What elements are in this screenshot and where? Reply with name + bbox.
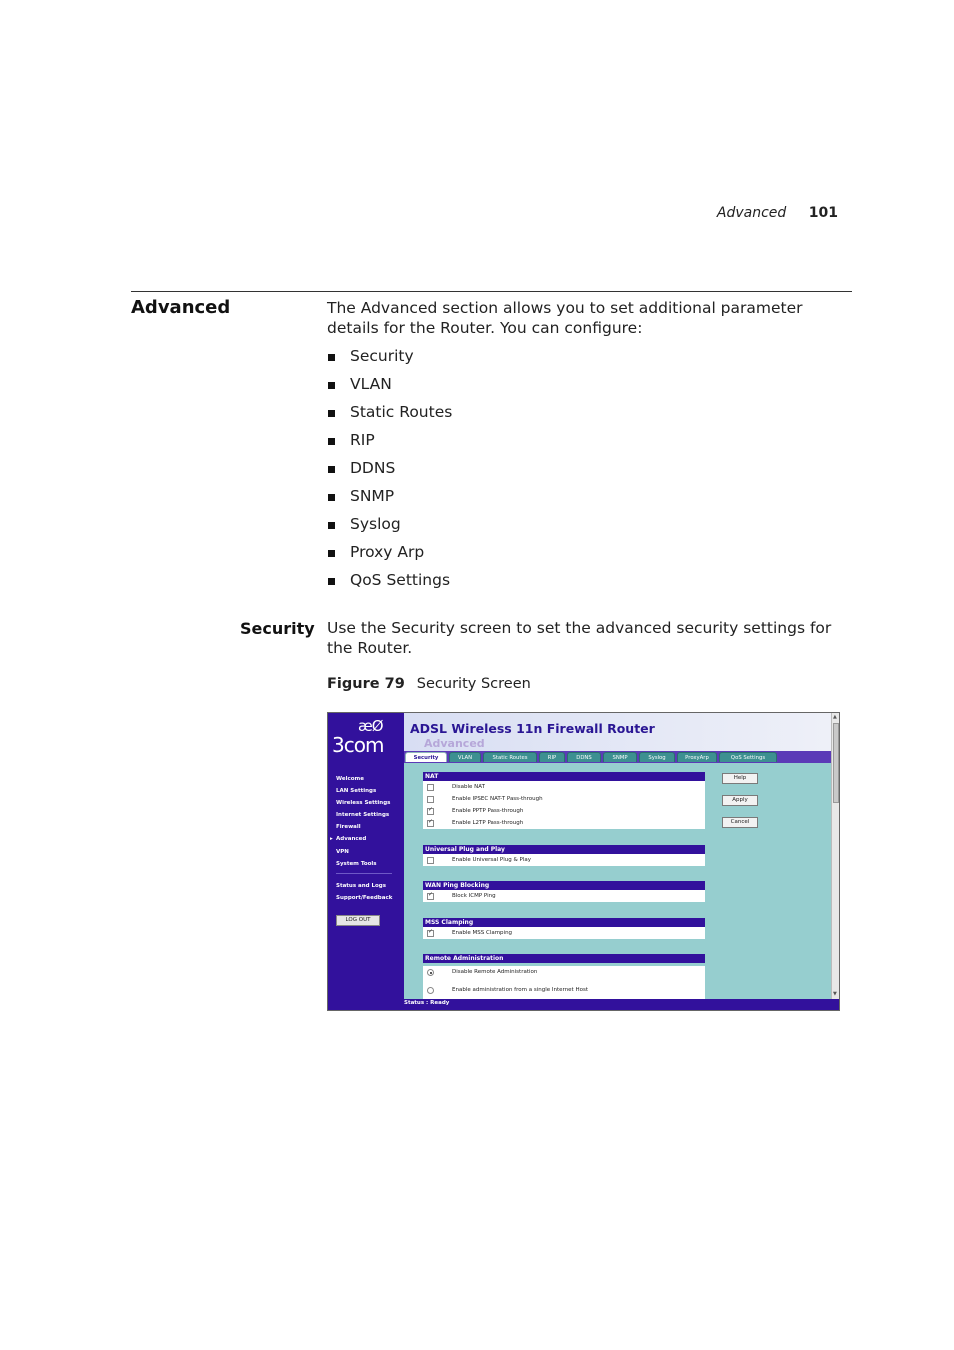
page-number: 101 [808, 205, 838, 221]
tab-rip[interactable]: RIP [539, 752, 565, 762]
feature-list [327, 346, 452, 598]
bullet-icon [328, 522, 335, 529]
sidebar-item-system-tools[interactable]: System Tools [336, 860, 377, 867]
panel-title: Universal Plug and Play [423, 845, 705, 854]
sidebar [328, 713, 404, 1003]
list-item: DDNS [327, 458, 452, 486]
sidebar-item-internet-settings[interactable]: Internet Settings [336, 812, 390, 819]
mss-clamping-checkbox[interactable] [427, 930, 434, 937]
wan-ping-panel [423, 881, 705, 902]
tab-ddns[interactable]: DDNS [567, 752, 601, 762]
sidebar-item-wireless-settings[interactable]: Wireless Settings [336, 800, 391, 807]
list-item: Static Routes [327, 402, 452, 430]
list-item: QoS Settings [327, 570, 452, 598]
logo: 3com [332, 733, 384, 757]
tab-static-routes[interactable]: Static Routes [483, 752, 537, 762]
figure-title: Security Screen [416, 676, 531, 692]
list-item: VLAN [327, 374, 452, 402]
section-heading: Advanced [131, 297, 231, 318]
app-header [404, 713, 831, 751]
running-header [717, 205, 838, 221]
sidebar-item-vpn[interactable]: VPN [336, 848, 349, 855]
disable-remote-radio[interactable] [427, 969, 434, 976]
list-item: Syslog [327, 514, 452, 542]
section-rule [131, 291, 852, 292]
figure-number: Figure 79 [327, 676, 405, 692]
panel-title: NAT [423, 772, 705, 781]
sidebar-item-status-and-logs[interactable]: Status and Logs [336, 883, 387, 889]
sidebar-item-welcome[interactable]: Welcome [336, 776, 364, 782]
sidebar-item-advanced[interactable]: ▸ Advanced [336, 833, 390, 845]
help-button[interactable]: Help [722, 773, 758, 784]
bullet-icon [328, 438, 335, 445]
tab-qos-settings[interactable]: QoS Settings [719, 752, 777, 762]
nat-option-row: Enable IPSEC NAT-T Pass-through [423, 793, 705, 805]
block-icmp-checkbox[interactable] [427, 893, 434, 900]
apply-button[interactable]: Apply [722, 795, 758, 806]
sidebar-nav [336, 773, 390, 870]
list-item: Proxy Arp [327, 542, 452, 570]
panel-title: WAN Ping Blocking [423, 881, 705, 890]
pptp-passthrough-checkbox[interactable] [427, 808, 434, 815]
status-text: Status : Ready [404, 1000, 450, 1006]
l2tp-passthrough-checkbox[interactable] [427, 820, 434, 827]
security-screen-figure [327, 712, 840, 1011]
cancel-button[interactable]: Cancel [722, 817, 758, 828]
intro-paragraph: The Advanced section allows you to set additional parameter details for the Router. You can configure: [327, 299, 803, 337]
tab-security[interactable]: Security [405, 752, 447, 762]
tab-vlan[interactable]: VLAN [449, 752, 481, 762]
scroll-down-icon[interactable]: ▼ [833, 991, 837, 997]
status-bar [328, 999, 839, 1010]
upnp-checkbox[interactable] [427, 857, 434, 864]
scrollbar[interactable] [831, 713, 840, 1003]
list-item: Security [327, 346, 452, 374]
nat-option-row: ✓ Enable L2TP Pass-through [423, 817, 705, 829]
content-area [404, 763, 831, 1003]
sidebar-item-lan-settings[interactable]: LAN Settings [336, 788, 377, 795]
bullet-icon [328, 354, 335, 361]
logout-button[interactable]: LOG OUT [336, 915, 380, 926]
bullet-icon [328, 466, 335, 473]
sidebar-item-firewall[interactable]: Firewall [336, 824, 361, 831]
bullet-icon [328, 410, 335, 417]
tab-syslog[interactable]: Syslog [639, 752, 675, 762]
mss-option-row: ✓ Enable MSS Clamping [423, 927, 705, 939]
wan-ping-option-row: ✓ Block ICMP Ping [423, 890, 705, 902]
app-subtitle: Advanced [424, 737, 485, 750]
sidebar-nav-secondary [336, 880, 392, 904]
mss-panel [423, 918, 705, 939]
remote-option-row: Enable administration from a single Internet Host [423, 984, 705, 996]
list-item: RIP [327, 430, 452, 458]
remote-option-row: Disable Remote Administration [423, 966, 705, 978]
ipsec-passthrough-checkbox[interactable] [427, 796, 434, 803]
tab-proxyarp[interactable]: ProxyArp [677, 752, 717, 762]
logo-mark: æØ [358, 717, 383, 735]
tab-bar [405, 752, 777, 762]
single-host-radio[interactable] [427, 987, 434, 994]
disable-nat-checkbox[interactable] [427, 784, 434, 791]
list-item: SNMP [327, 486, 452, 514]
nat-option-row: Disable NAT [423, 781, 705, 793]
scroll-thumb[interactable] [833, 723, 839, 803]
app-title: ADSL Wireless 11n Firewall Router [410, 721, 655, 736]
sidebar-item-support-feedback[interactable]: Support/Feedback [336, 895, 393, 901]
panel-title: Remote Administration [423, 954, 705, 963]
upnp-option-row: Enable Universal Plug & Play [423, 854, 705, 866]
subsection-heading: Security [240, 619, 315, 638]
scroll-up-icon[interactable]: ▲ [833, 714, 837, 720]
figure-caption [327, 676, 531, 692]
bullet-icon [328, 494, 335, 501]
nat-option-row: ✓ Enable PPTP Pass-through [423, 805, 705, 817]
bullet-icon [328, 578, 335, 585]
running-header-section: Advanced [716, 205, 787, 221]
upnp-panel [423, 845, 705, 866]
sidebar-divider [336, 873, 392, 874]
bullet-icon [328, 550, 335, 557]
security-paragraph: Use the Security screen to set the advanced security settings for the Router. [327, 619, 832, 657]
bullet-icon [328, 382, 335, 389]
panel-title: MSS Clamping [423, 918, 705, 927]
tab-snmp[interactable]: SNMP [603, 752, 637, 762]
nat-panel [423, 772, 705, 829]
